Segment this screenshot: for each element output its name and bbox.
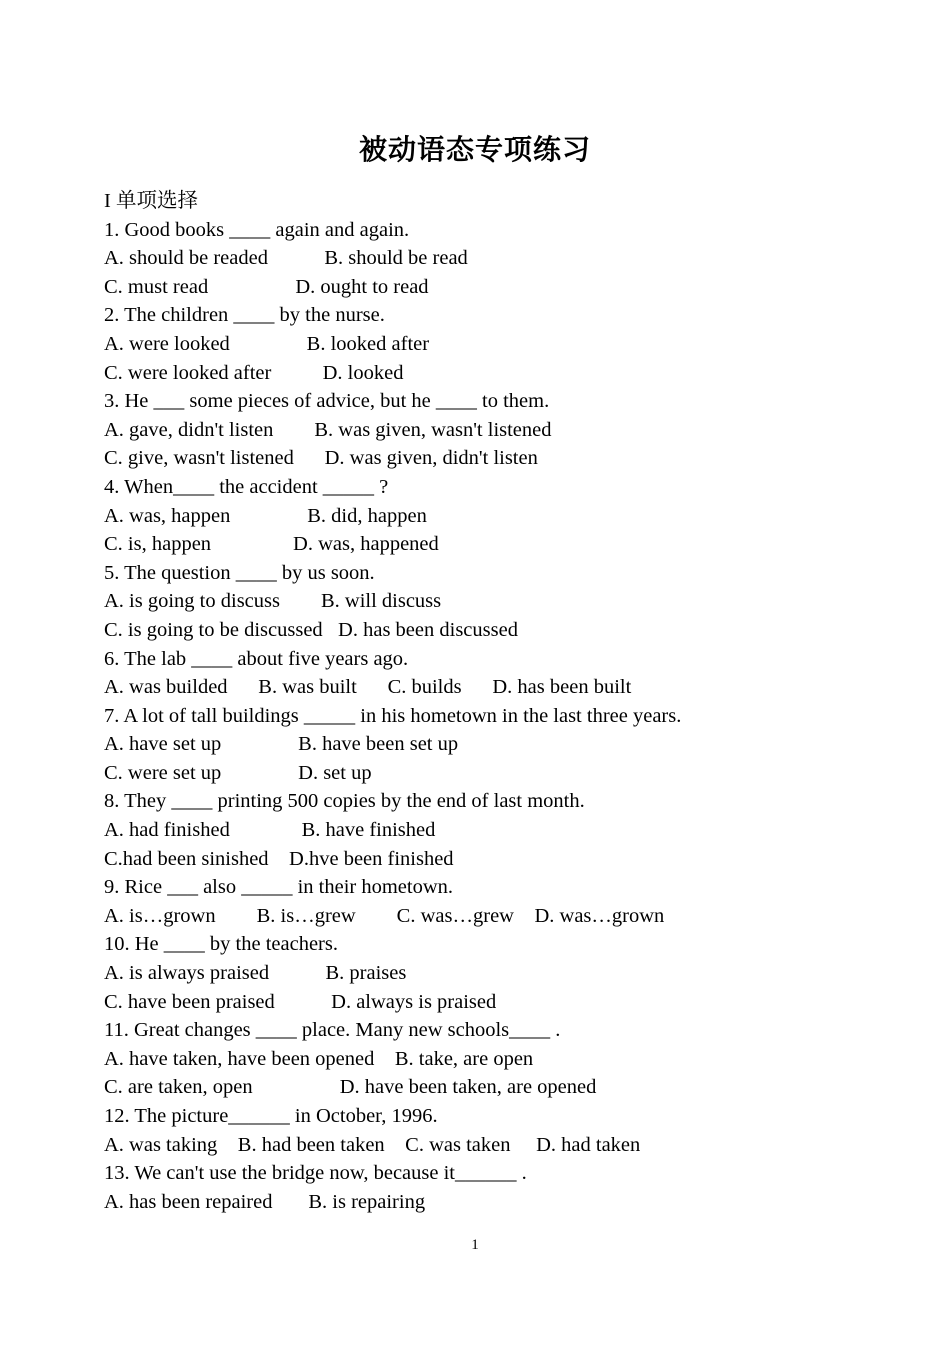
option-line: C. were set up D. set up (104, 761, 372, 784)
page-number: 1 (471, 1237, 479, 1253)
question-line: 7. A lot of tall buildings _____ in his hometown in the last three years. (104, 704, 682, 727)
option-line: C. is, happen D. was, happened (104, 533, 439, 556)
option-line: A. was, happen B. did, happen (104, 504, 427, 527)
option-line: C. were looked after D. looked (104, 361, 404, 384)
option-line: A. should be readed B. should be read (104, 247, 468, 270)
option-line: A. is…grown B. is…grew C. was…grew D. was…grown (104, 904, 665, 927)
question-line: 2. The children ____ by the nurse. (104, 304, 385, 327)
question-line: 1. Good books ____ again and again. (104, 218, 410, 241)
option-line: A. is always praised B. praises (104, 962, 407, 985)
option-line: A. have taken, have been opened B. take, are open (104, 1047, 534, 1070)
question-line: 12. The picture______ in October, 1996. (104, 1105, 438, 1127)
question-line: 3. He ___ some pieces of advice, but he ____ to them. (104, 390, 550, 413)
exercise-content (104, 187, 884, 1216)
option-line: A. have set up B. have been set up (104, 733, 459, 756)
option-line: A. has been repaired B. is repairing (104, 1190, 426, 1213)
option-line: A. had finished B. have finished (104, 819, 436, 842)
question-line: 8. They ____ printing 500 copies by the end of last month. (104, 790, 585, 813)
option-line: C. give, wasn't listened D. was given, didn't listen (104, 447, 538, 470)
section-heading: I 单项选择 (104, 190, 198, 212)
option-line: C. have been praised D. always is praised (104, 990, 497, 1013)
option-line: C. is going to be discussed D. has been discussed (104, 618, 518, 641)
option-line: A. were looked B. looked after (104, 332, 430, 355)
option-line: A. is going to discuss B. will discuss (104, 590, 442, 613)
question-line: 9. Rice ___ also _____ in their hometown. (104, 876, 454, 899)
page-title: 被动语态专项练习 (358, 135, 591, 166)
question-line: 10. He ____ by the teachers. (104, 933, 338, 956)
option-line: C.had been sinished D.hve been finished (104, 847, 454, 870)
question-line: 5. The question ____ by us soon. (104, 561, 375, 584)
option-line: A. was builded B. was built C. builds D. has been built (104, 676, 632, 699)
question-line: 6. The lab ____ about five years ago. (104, 647, 409, 670)
question-line: 11. Great changes ____ place. Many new schools____ . (104, 1019, 561, 1042)
question-line: 4. When____ the accident _____ ? (104, 475, 389, 498)
option-line: C. must read D. ought to read (104, 275, 429, 298)
question-line: 13. We can't use the bridge now, because it______ . (104, 1162, 527, 1185)
option-line: A. was taking B. had been taken C. was taken D. had taken (104, 1133, 641, 1156)
option-line: C. are taken, open D. have been taken, are opened (104, 1076, 597, 1099)
option-line: A. gave, didn't listen B. was given, wasn't listened (104, 418, 552, 441)
